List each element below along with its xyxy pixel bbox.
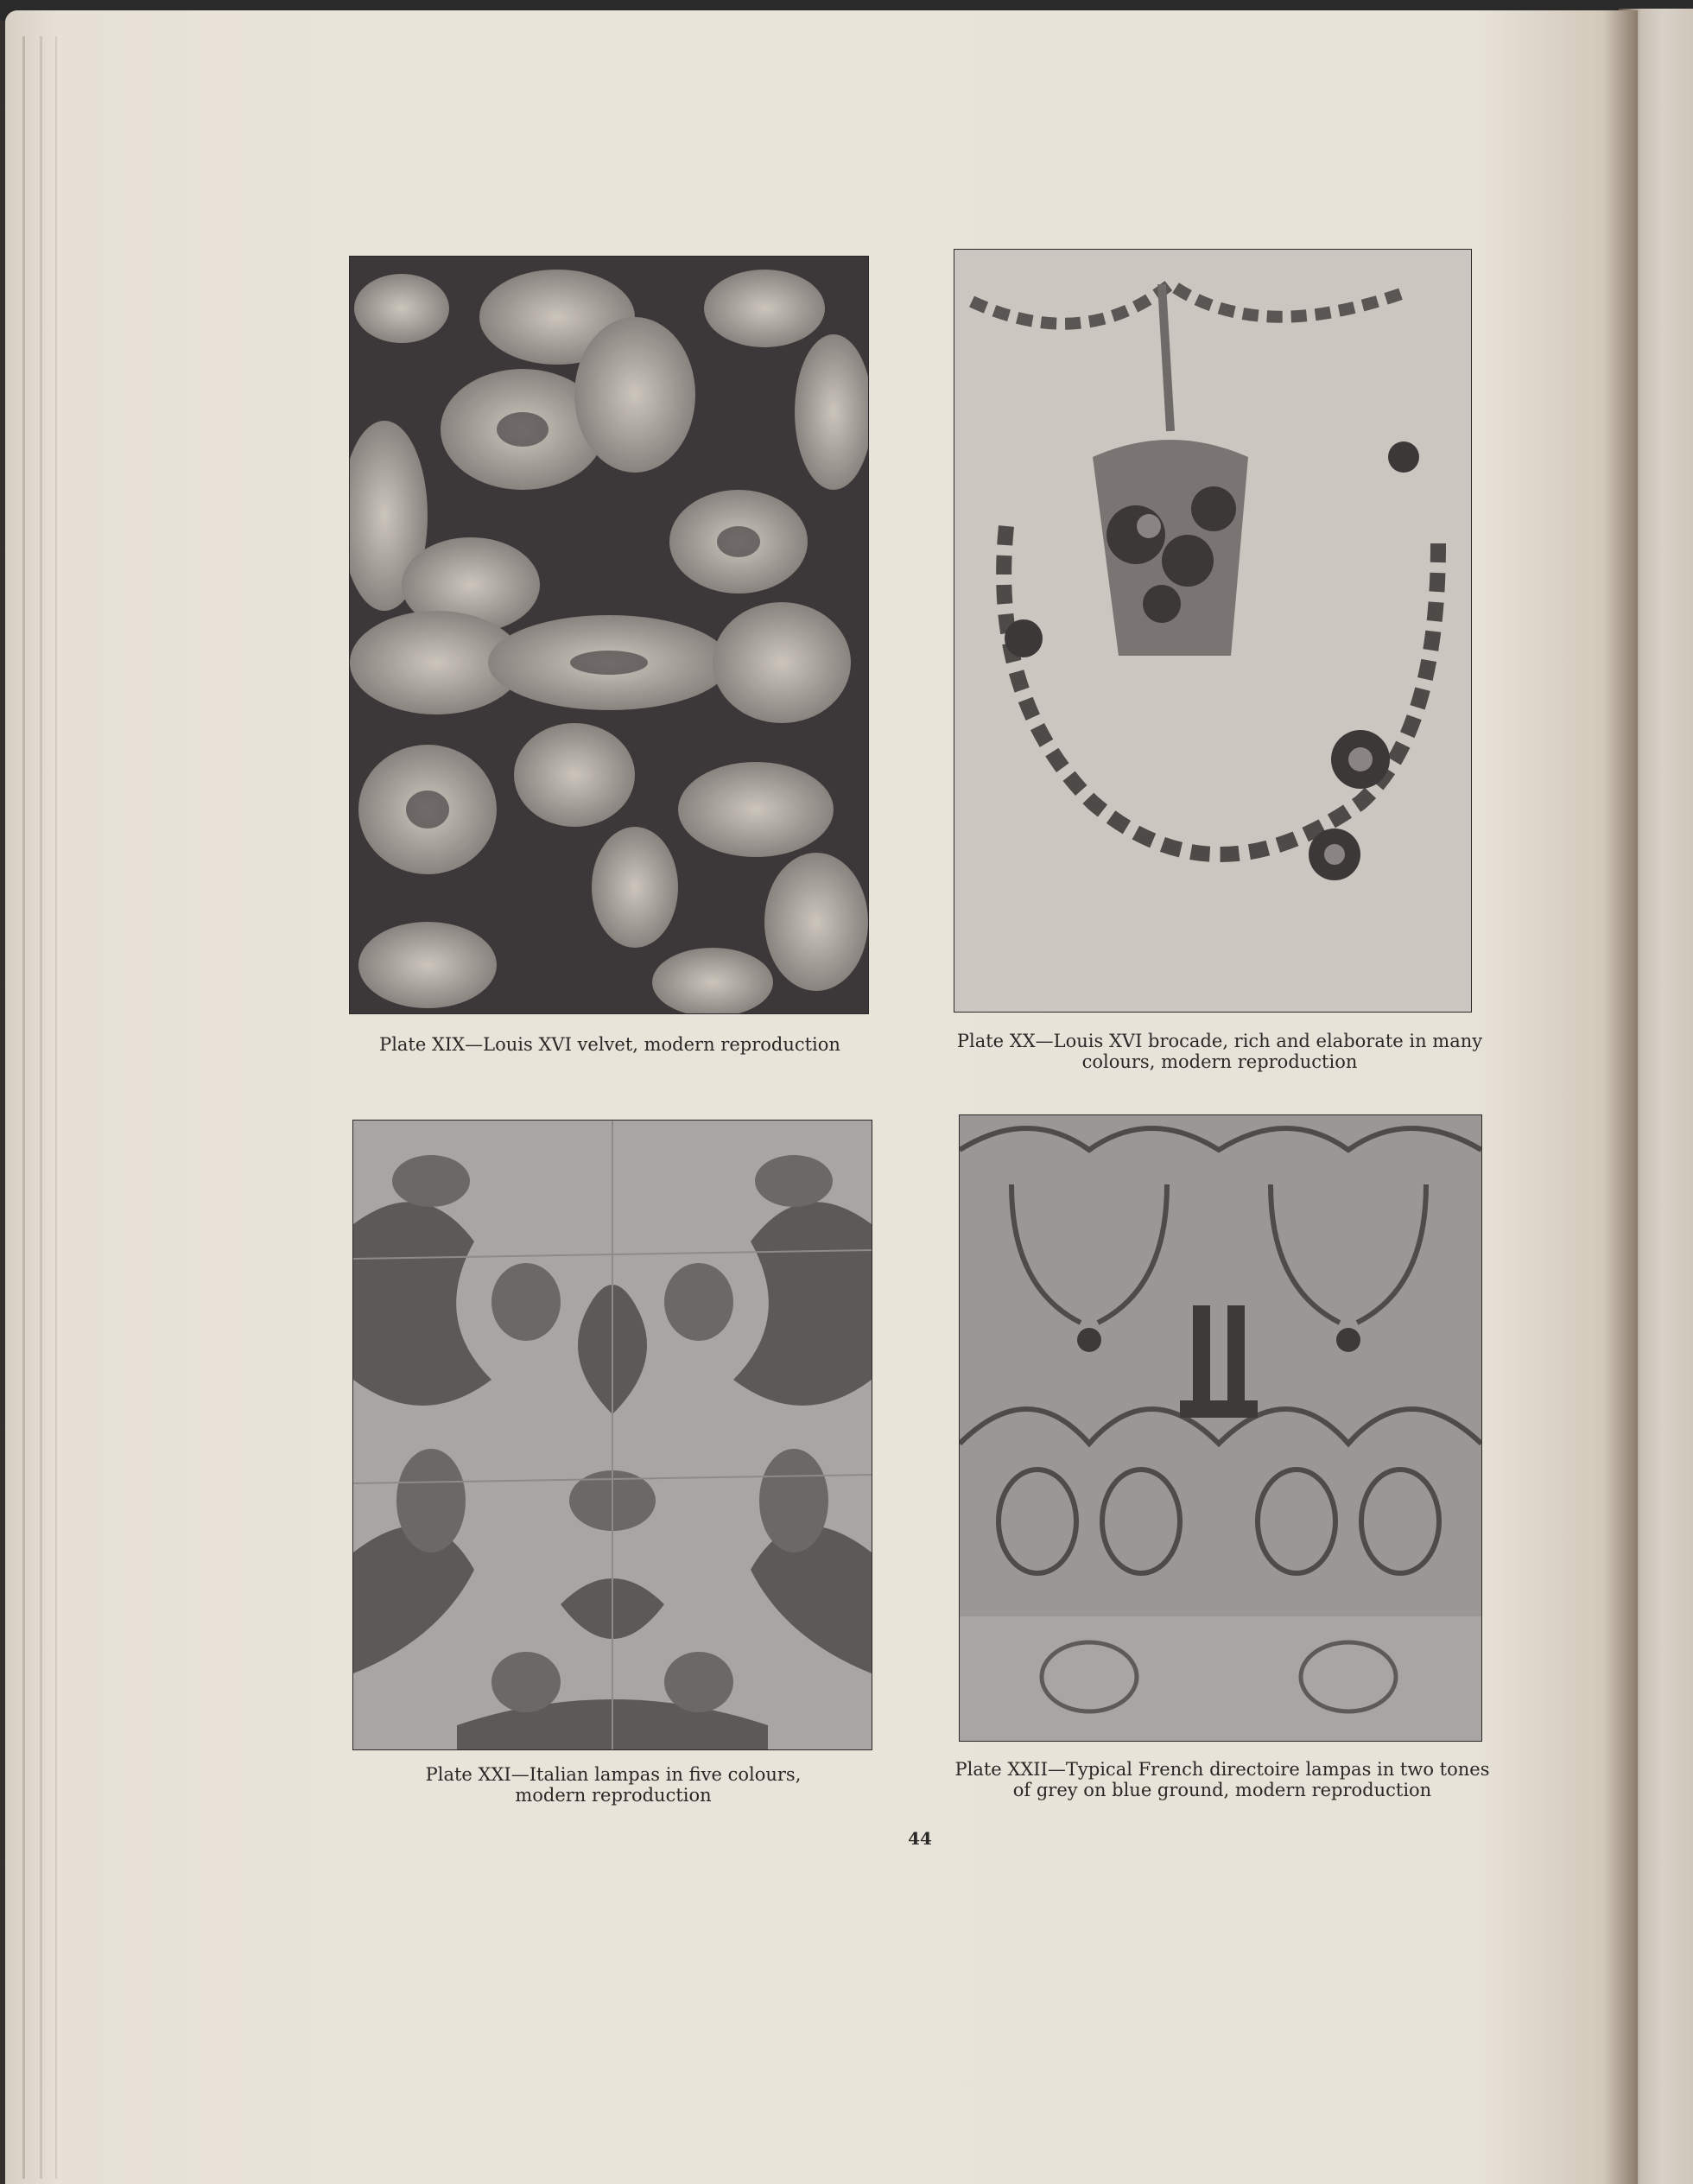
plate-xxii-caption: Plate XXII—Typical French directoire lampas in two tones of grey on blue ground, modern reproduction — [954, 1759, 1490, 1800]
plate-xx-image — [954, 249, 1472, 1013]
plate-xxi-caption: Plate XXI—Italian lampas in five colours, modern reproduction — [425, 1764, 802, 1806]
plate-xx-caption: Plate XX—Louis XVI brocade, rich and elaborate in many colours, modern reproduction — [956, 1031, 1483, 1072]
page-edge-line — [22, 36, 25, 2179]
plate-xix-image — [349, 256, 869, 1014]
plate-xxii-image — [959, 1114, 1482, 1742]
page-edge-line — [55, 36, 57, 2179]
page-number: 44 — [908, 1828, 932, 1849]
plate-xxi-image — [352, 1120, 872, 1750]
plate-xix-caption: Plate XIX—Louis XVI velvet, modern reproduction — [379, 1034, 840, 1055]
page-edge-line — [40, 36, 42, 2179]
